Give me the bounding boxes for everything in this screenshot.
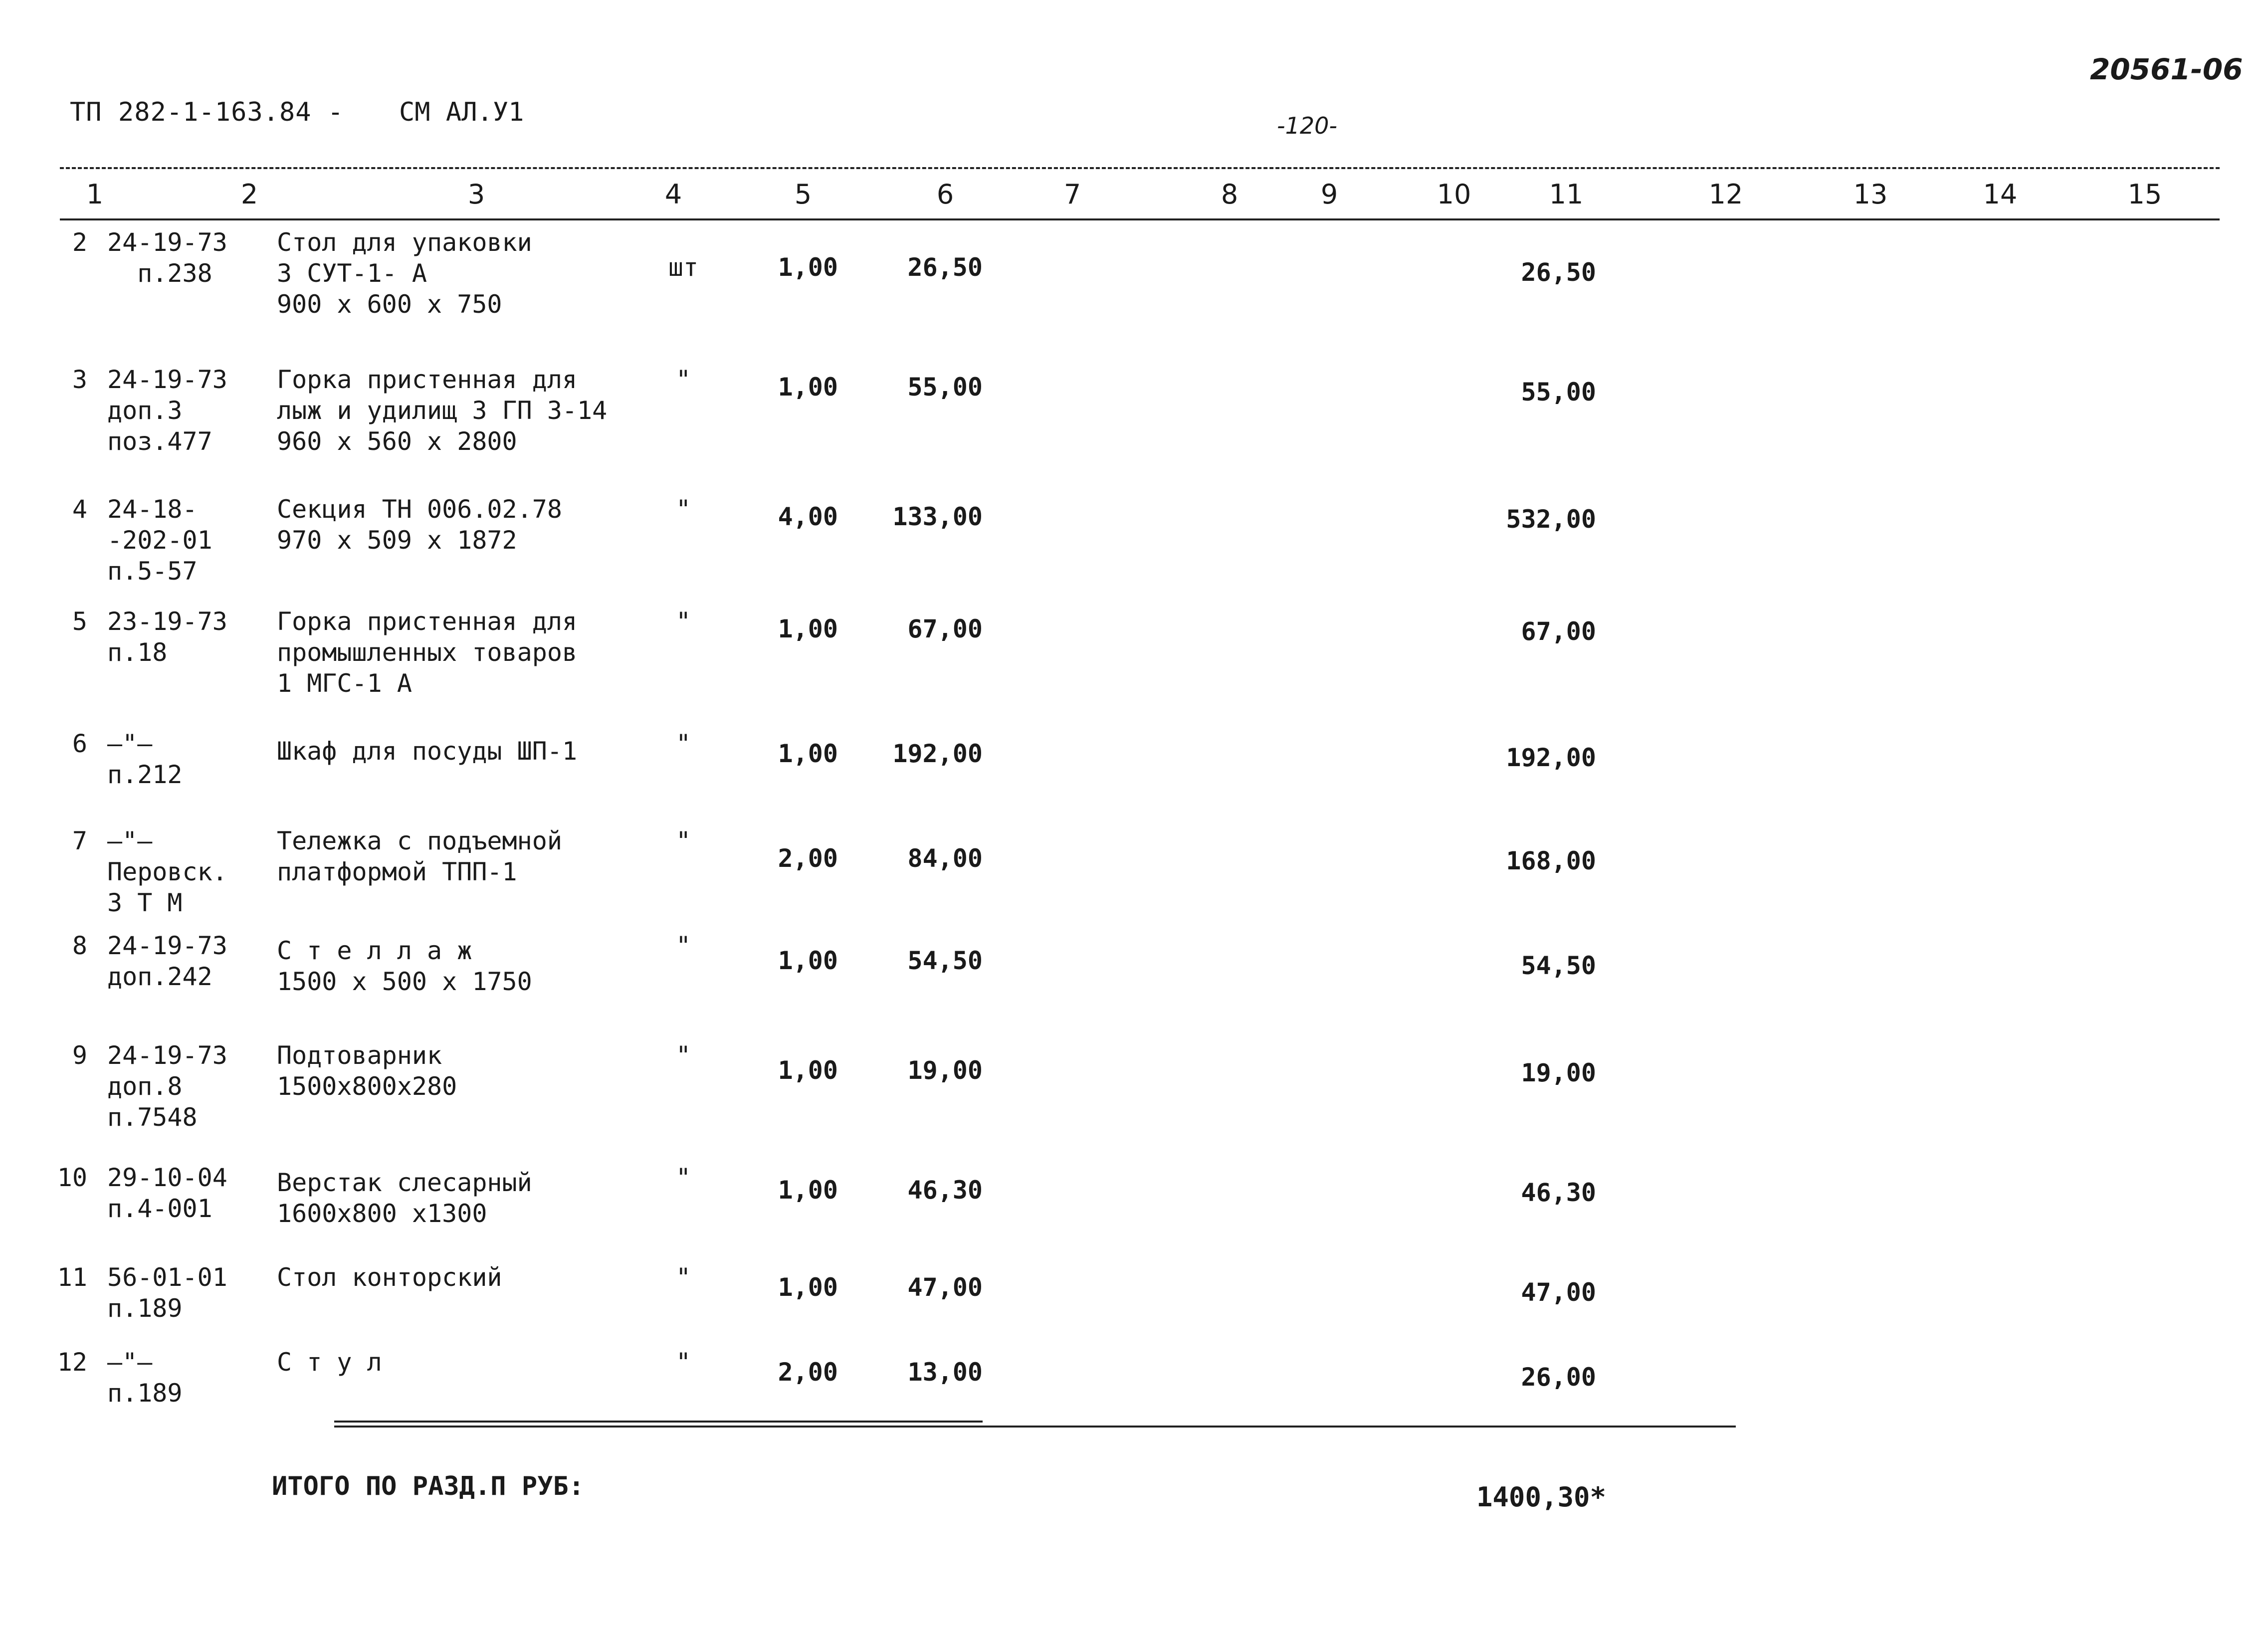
unit-price: 84,00 <box>907 844 983 873</box>
quantity: 1,00 <box>778 1056 838 1085</box>
row-total: 192,00 <box>1506 743 1596 772</box>
row-number: 7 <box>72 826 87 855</box>
total-rule <box>334 1426 1736 1428</box>
quantity: 1,00 <box>778 1273 838 1302</box>
row-total: 168,00 <box>1506 846 1596 875</box>
quantity: 4,00 <box>778 502 838 531</box>
item-name: С т у л <box>277 1348 382 1377</box>
unit: " <box>675 365 691 394</box>
price-reference: —"— Перовск. 3 Т М <box>107 826 227 917</box>
unit: " <box>675 1348 691 1377</box>
price-reference: —"— п.212 <box>107 729 183 789</box>
unit: шт <box>668 253 699 282</box>
unit-price: 67,00 <box>907 614 983 643</box>
row-total: 26,00 <box>1521 1363 1596 1392</box>
row-number: 12 <box>57 1348 87 1377</box>
column-number: 1 <box>86 179 104 210</box>
price-reference: 29-10-04 п.4-001 <box>107 1163 227 1223</box>
unit: " <box>675 1041 691 1070</box>
quantity: 1,00 <box>778 253 838 282</box>
column-number: 10 <box>1437 179 1471 210</box>
column-number: 13 <box>1853 179 1888 210</box>
column-number: 15 <box>2127 179 2162 210</box>
price-reference: 23-19-73 п.18 <box>107 607 227 667</box>
unit-price: 19,00 <box>907 1056 983 1085</box>
quantity: 2,00 <box>778 1358 838 1387</box>
total-rule-short <box>334 1421 983 1423</box>
unit-price: 133,00 <box>892 502 983 531</box>
page-number: -120- <box>1277 112 1337 139</box>
section-total-value: 1400,30* <box>1476 1481 1606 1513</box>
row-total: 54,50 <box>1521 951 1596 980</box>
unit: " <box>675 1263 691 1292</box>
row-number: 10 <box>57 1163 87 1192</box>
price-reference: —"— п.189 <box>107 1348 183 1408</box>
column-number: 4 <box>664 179 682 210</box>
item-name: Верстак слесарный 1600x800 x1300 <box>277 1168 532 1228</box>
price-reference: 24-19-73 доп.3 поз.477 <box>107 365 227 456</box>
quantity: 1,00 <box>778 739 838 768</box>
item-name: Подтоварник 1500x800x280 <box>277 1041 457 1101</box>
unit: " <box>675 826 691 855</box>
quantity: 1,00 <box>778 373 838 402</box>
price-reference: 56-01-01 п.189 <box>107 1263 227 1323</box>
unit-price: 54,50 <box>907 946 983 975</box>
unit-price: 192,00 <box>892 739 983 768</box>
price-reference: 24-19-73 доп.242 <box>107 931 227 991</box>
column-number: 5 <box>794 179 812 210</box>
row-number: 5 <box>72 607 87 636</box>
unit-price: 26,50 <box>907 253 983 282</box>
item-name: Горка пристенная для промышленных товаров 1 МГС-1 А <box>277 607 578 698</box>
inventory-number: 20561-06 <box>2090 52 2243 86</box>
quantity: 1,00 <box>778 614 838 643</box>
price-reference: 24-18- -202-01 п.5-57 <box>107 495 212 586</box>
column-number: 9 <box>1320 179 1338 210</box>
unit: " <box>675 729 691 758</box>
unit: " <box>675 1163 691 1192</box>
column-number: 3 <box>467 179 485 210</box>
column-number: 2 <box>240 179 258 210</box>
row-number: 2 <box>72 228 87 257</box>
item-name: Секция ТН 006.02.78 970 x 509 x 1872 <box>277 495 562 555</box>
quantity: 1,00 <box>778 946 838 975</box>
row-number: 6 <box>72 729 87 758</box>
item-name: Стол для упаковки 3 СУТ-1- А 900 x 600 x 750 <box>277 228 532 319</box>
row-number: 9 <box>72 1041 87 1070</box>
section-total-label: ИТОГО ПО РАЗД.П РУБ: <box>272 1471 585 1501</box>
item-name: Стол конторский <box>277 1263 502 1292</box>
column-number: 7 <box>1063 179 1081 210</box>
item-name: Шкаф для посуды ШП-1 <box>277 737 578 766</box>
row-total: 532,00 <box>1506 505 1596 534</box>
item-name: Горка пристенная для лыж и удилищ 3 ГП 3-14 960 x 560 x 2800 <box>277 365 608 456</box>
row-number: 11 <box>57 1263 87 1292</box>
item-name: С т е л л а ж 1500 x 500 x 1750 <box>277 936 532 996</box>
unit: " <box>675 607 691 636</box>
column-number: 11 <box>1549 179 1584 210</box>
quantity: 2,00 <box>778 844 838 873</box>
row-total: 55,00 <box>1521 378 1596 407</box>
unit-price: 47,00 <box>907 1273 983 1302</box>
row-number: 4 <box>72 495 87 524</box>
unit-price: 13,00 <box>907 1358 983 1387</box>
column-number: 8 <box>1221 179 1238 210</box>
row-total: 26,50 <box>1521 258 1596 287</box>
sheet-code: СМ АЛ.У1 <box>399 97 524 127</box>
item-name: Тележка с подъемной платформой ТПП-1 <box>277 826 562 886</box>
row-total: 46,30 <box>1521 1178 1596 1207</box>
unit: " <box>675 931 691 960</box>
quantity: 1,00 <box>778 1176 838 1205</box>
unit: " <box>675 495 691 524</box>
column-number: 6 <box>936 179 954 210</box>
unit-price: 55,00 <box>907 373 983 402</box>
top-rule <box>60 167 2220 169</box>
unit-price: 46,30 <box>907 1176 983 1205</box>
row-number: 8 <box>72 931 87 960</box>
header-rule <box>60 218 2220 220</box>
row-number: 3 <box>72 365 87 394</box>
column-number: 14 <box>1983 179 2018 210</box>
document-code: ТП 282-1-163.84 - <box>70 97 344 127</box>
column-number: 12 <box>1708 179 1743 210</box>
price-reference: 24-19-73 доп.8 п.7548 <box>107 1041 227 1132</box>
row-total: 47,00 <box>1521 1278 1596 1307</box>
row-total: 67,00 <box>1521 617 1596 646</box>
price-reference: 24-19-73 п.238 <box>107 228 227 288</box>
row-total: 19,00 <box>1521 1058 1596 1087</box>
